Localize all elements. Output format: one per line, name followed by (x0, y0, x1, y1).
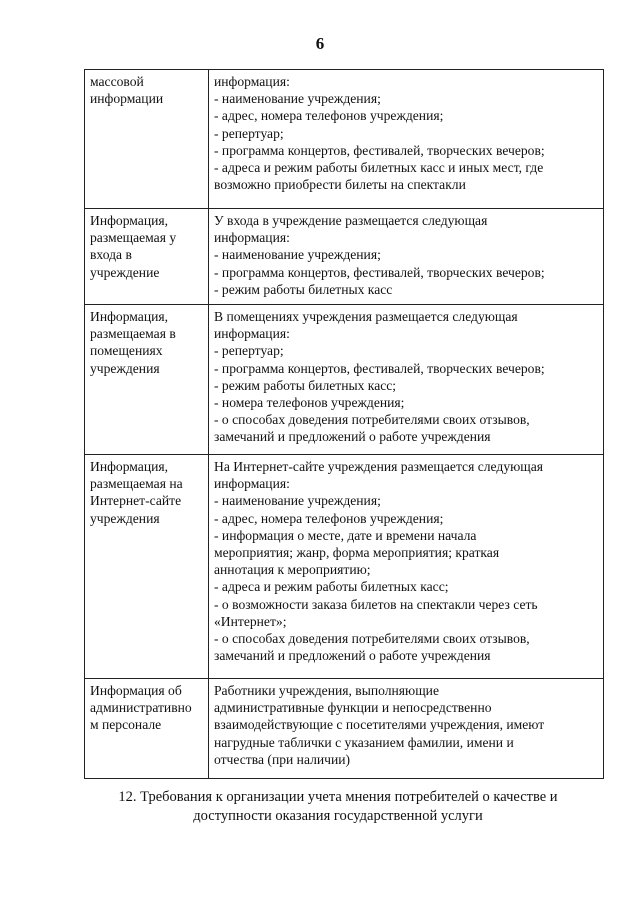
content-line: - о способах доведения потребителями своих отзывов, (214, 631, 530, 647)
label-line: м персонале (90, 717, 162, 733)
label-line: входа в (90, 247, 132, 263)
content-line: - репертуар; (214, 125, 284, 141)
table-row (85, 209, 604, 305)
label-line: Информация, (90, 459, 169, 474)
table-row (85, 455, 604, 679)
content-line: нагрудные таблички с указанием фамилии, имени и (214, 734, 514, 750)
label-line: Информация, (90, 213, 169, 228)
label-line: учреждения (90, 510, 160, 526)
content-line: - репертуар; (214, 343, 284, 359)
row-content-cell (209, 679, 604, 779)
content-line: отчества (при наличии) (214, 751, 351, 767)
row-label-cell (85, 305, 209, 455)
label-line: Интернет-сайте (90, 493, 182, 509)
content-line: Работники учреждения, выполняющие (214, 683, 439, 698)
content-line: возможно приобрести билеты на спектакли (214, 177, 466, 193)
content-line: «Интернет»; (214, 613, 287, 629)
table-row (85, 305, 604, 455)
label-line: Информация об (90, 683, 182, 698)
label-line: размещаемая в (90, 326, 176, 342)
page-number: 6 (315, 34, 325, 53)
content-line: - режим работы билетных касс; (214, 377, 397, 393)
content-line: - наименование учреждения; (214, 91, 381, 107)
label-line: Информация, (90, 309, 169, 324)
content-line: мероприятия; жанр, форма мероприятия; краткая (214, 545, 500, 561)
row-content-cell (209, 455, 604, 679)
content-line: информация: (214, 326, 290, 342)
row-content-cell (209, 305, 604, 455)
content-line: замечаний и предложений о работе учреждения (214, 429, 491, 445)
content-line: замечаний и предложений о работе учреждения (214, 648, 491, 664)
content-line: На Интернет-сайте учреждения размещается следующая (214, 459, 544, 474)
content-line: информация: (214, 476, 290, 492)
content-line: информация: (214, 230, 290, 246)
content-line: - адреса и режим работы билетных касс; (214, 579, 449, 595)
label-line: массовой (90, 74, 144, 89)
content-line: - информация о месте, дате и времени начала (214, 527, 477, 543)
label-line: размещаемая у (90, 230, 177, 246)
content-line: взаимодействующие с посетителями учреждения, имеют (214, 717, 545, 733)
content-line: - о возможности заказа билетов на спектакли через сеть (214, 596, 538, 612)
row-label-cell (85, 455, 209, 679)
row-label-cell (85, 209, 209, 305)
label-line: учреждения (90, 360, 160, 376)
label-line: информации (90, 91, 164, 107)
content-line: У входа в учреждение размещается следующая (214, 213, 488, 228)
content-line: - программа концертов, фестивалей, творческих вечеров; (214, 264, 545, 280)
content-line: - адреса и режим работы билетных касс и иных мест, где (214, 160, 544, 176)
content-line: - программа концертов, фестивалей, творческих вечеров; (214, 360, 545, 376)
row-label-cell (85, 70, 209, 209)
row-content-cell (209, 209, 604, 305)
content-line: - адрес, номера телефонов учреждения; (214, 510, 444, 526)
content-line: - режим работы билетных касс (214, 281, 393, 297)
content-line: административные функции и непосредственно (214, 700, 492, 716)
label-line: административно (90, 700, 192, 716)
content-line: - программа концертов, фестивалей, творческих вечеров; (214, 142, 545, 158)
content-line: - о способах доведения потребителями своих отзывов, (214, 412, 530, 428)
content-line: - номера телефонов учреждения; (214, 395, 405, 411)
table-row (85, 70, 604, 209)
section-heading (96, 788, 580, 826)
label-line: учреждение (90, 264, 160, 280)
content-line: - наименование учреждения; (214, 247, 381, 263)
row-content-cell (209, 70, 604, 209)
section-heading-line: 12. Требования к организации учета мнения потребителей о качестве и (118, 789, 558, 805)
table-row (85, 679, 604, 779)
information-table (84, 69, 604, 779)
content-line: аннотация к мероприятию; (214, 562, 371, 578)
content-line: информация: (214, 74, 290, 89)
content-line: - наименование учреждения; (214, 493, 381, 509)
content-line: - адрес, номера телефонов учреждения; (214, 108, 444, 124)
section-heading-line: доступности оказания государственной услуги (193, 808, 483, 824)
label-line: размещаемая на (90, 476, 183, 492)
row-label-cell (85, 679, 209, 779)
content-line: В помещениях учреждения размещается следующая (214, 309, 518, 324)
label-line: помещениях (90, 343, 163, 359)
